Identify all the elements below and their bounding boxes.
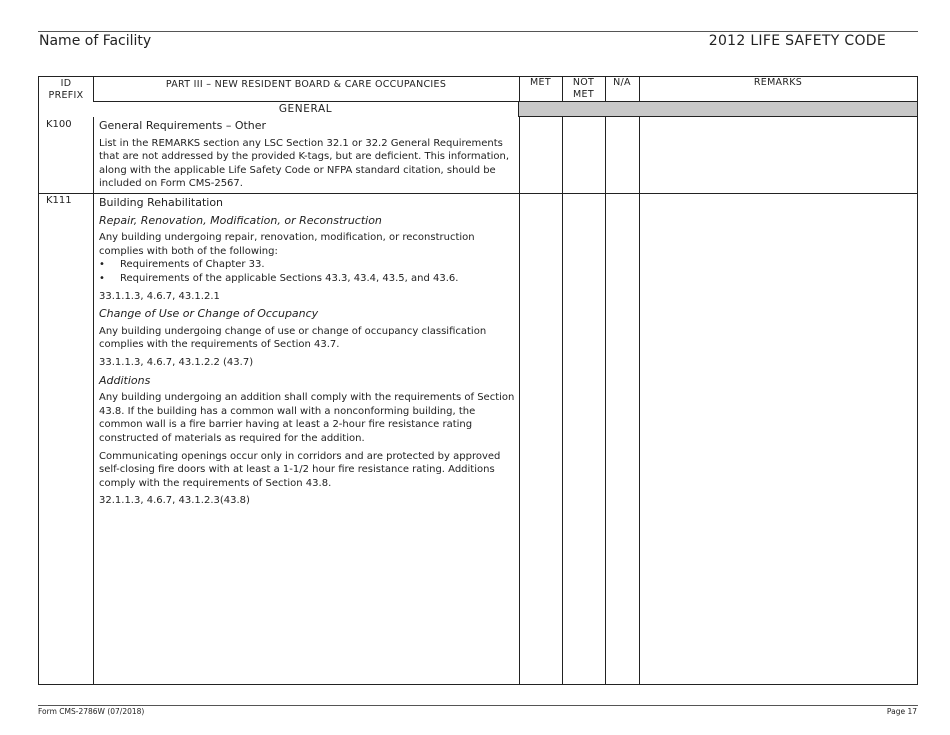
k100-title: General Requirements – Other — [99, 119, 267, 132]
id-prefix-header: ID PREFIX — [48, 78, 84, 101]
k111-subheading-repair: Repair, Renovation, Modification, or Reconstruction — [99, 213, 382, 227]
col-divider-na — [639, 77, 640, 684]
part-header: PART III – NEW RESIDENT BOARD & CARE OCCUPANCIES — [165, 79, 447, 90]
col-divider-id — [93, 77, 94, 684]
facility-name-label: Name of Facility — [39, 33, 152, 49]
k111-repair-text: Any building undergoing repair, renovation, modification, or reconstruction complies with both of the following: — [99, 232, 475, 257]
na-header: N/A — [613, 77, 631, 88]
k111-change-text: Any building undergoing change of use or change of occupancy classification complies with the requirements of Section 43.7. — [99, 325, 487, 351]
k111-openings-text: Communicating openings occur only in corridors and are protected by approved self-closing fire doors with at least a 1-1/2 hour fire resistance rating. Additions comply with the requirements of Section 43.8. — [99, 450, 501, 489]
section-bar — [93, 102, 917, 117]
met-header: MET — [530, 77, 551, 88]
k111-bullet-2: • Requirements of the applicable Sections 43.3, 43.4, 43.5, and 43.6. — [99, 272, 515, 286]
header-rule — [38, 31, 918, 32]
k111-content — [99, 196, 515, 512]
k111-title: Building Rehabilitation — [99, 196, 224, 209]
survey-table — [38, 76, 918, 685]
footer-rule — [38, 705, 918, 706]
remarks-header: REMARKS — [753, 77, 803, 88]
k111-subheading-additions: Additions — [99, 373, 151, 387]
section-label-general: GENERAL — [93, 102, 519, 117]
k111-subheading-change: Change of Use or Change of Occupancy — [99, 307, 319, 321]
k111-additions-text: Any building undergoing an addition shall comply with the requirements of Section 43.8. If the building has a common wall with a nonconforming building, the common wall is a fire barrier having at least a 2-hour fire resistance rating constructed of materials as required for the addition. — [99, 392, 515, 444]
row-divider — [39, 193, 917, 194]
k100-body: List in the REMARKS section any LSC Section 32.1 or 32.2 General Requirements that are not addressed by the provided K-tags, but are deficient. This information, along with the applicable Life Safety Code or NFPA standard citation, should be included on Form CMS-2567. — [99, 137, 510, 190]
col-divider-part — [519, 77, 520, 684]
tag-k111: K111 — [46, 195, 72, 206]
k100-content — [99, 119, 515, 195]
k111-ref-3: 32.1.1.3, 4.6.7, 43.1.2.3(43.8) — [99, 495, 250, 507]
col-divider-not-met — [605, 77, 606, 684]
col-divider-met — [562, 77, 563, 684]
k111-ref-2: 33.1.1.3, 4.6.7, 43.1.2.2 (43.7) — [99, 356, 254, 368]
page-number: Page 17 — [886, 707, 917, 716]
not-met-header: NOT MET — [572, 77, 595, 100]
k111-ref-1: 33.1.1.3, 4.6.7, 43.1.2.1 — [99, 290, 220, 302]
form-number: Form CMS-2786W (07/2018) — [38, 707, 145, 716]
k111-bullet-1: • Requirements of Chapter 33. — [99, 258, 515, 272]
code-title: 2012 LIFE SAFETY CODE — [708, 33, 886, 49]
tag-k100: K100 — [46, 119, 72, 130]
